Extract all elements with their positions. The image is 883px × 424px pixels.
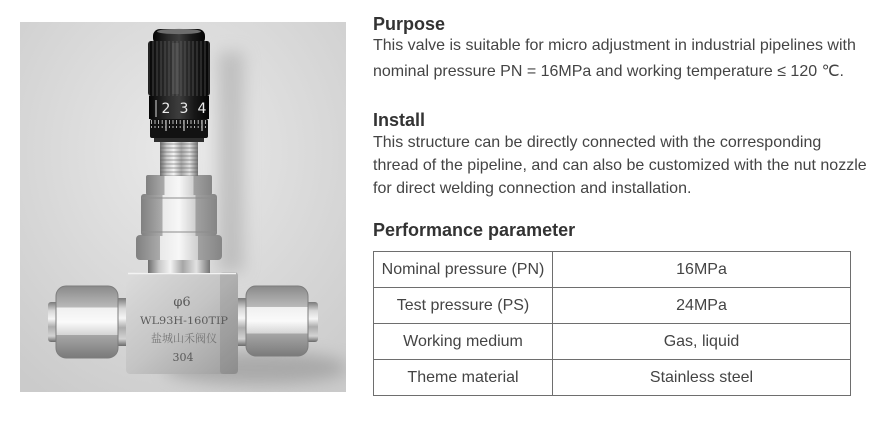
engraved-material: 304 (172, 351, 194, 364)
install-line: thread of the pipeline, and can also be customized with the nut nozzle (373, 157, 867, 174)
knob-highlight (172, 43, 179, 94)
valve-illustration (20, 22, 346, 392)
valve-body-group (126, 272, 238, 374)
performance-table (373, 251, 851, 396)
upper-lock-nut (146, 175, 212, 195)
install-heading: Install (373, 110, 426, 130)
dial-number-4: 4 (197, 101, 207, 117)
stem-thread-lines (160, 140, 198, 176)
engraved-model: WL93H-160TIP (140, 315, 228, 327)
performance-heading: Performance parameter (373, 220, 576, 240)
dial-scale-ticks (151, 120, 207, 128)
product-photo (20, 22, 346, 392)
packing-gland (141, 194, 217, 236)
bonnet-assembly (136, 175, 222, 273)
bonnet-neck (148, 259, 210, 273)
knob-cap-rim (157, 29, 201, 34)
install-text (373, 131, 867, 200)
param-value: 16MPa (553, 252, 851, 288)
table-row (374, 324, 851, 360)
param-value: Stainless steel (553, 360, 851, 396)
install-line: This structure can be directly connected with the corresponding (373, 134, 822, 151)
dial-number-3: 3 (179, 101, 189, 117)
param-value: Gas, liquid (553, 324, 851, 360)
table-row (374, 288, 851, 324)
table-row (374, 360, 851, 396)
param-label: Working medium (374, 324, 553, 360)
purpose-line: This valve is suitable for micro adjustment in industrial pipelines with (373, 37, 856, 54)
param-label: Theme material (374, 360, 553, 396)
param-value: 24MPa (553, 288, 851, 324)
left-fitting (48, 286, 130, 358)
valve-stem (154, 137, 204, 176)
adjustment-knob (148, 29, 210, 138)
param-label: Nominal pressure (PN) (374, 252, 553, 288)
purpose-heading: Purpose (373, 14, 446, 34)
dial-number-2: 2 (161, 101, 171, 117)
table-row (374, 252, 851, 288)
engraved-size: φ6 (173, 295, 191, 310)
right-compression-nut (246, 286, 308, 356)
right-fitting (234, 286, 318, 356)
purpose-line: nominal pressure PN = 16MPa and working temperature ≤ 120 ℃. (373, 63, 844, 80)
purpose-text (373, 33, 856, 85)
engraved-maker: 盐城山禾阀仪 (151, 332, 217, 345)
left-compression-nut (56, 286, 118, 358)
install-line: for direct welding connection and installation. (373, 180, 692, 197)
bonnet-nut (136, 235, 222, 260)
param-label: Test pressure (PS) (374, 288, 553, 324)
